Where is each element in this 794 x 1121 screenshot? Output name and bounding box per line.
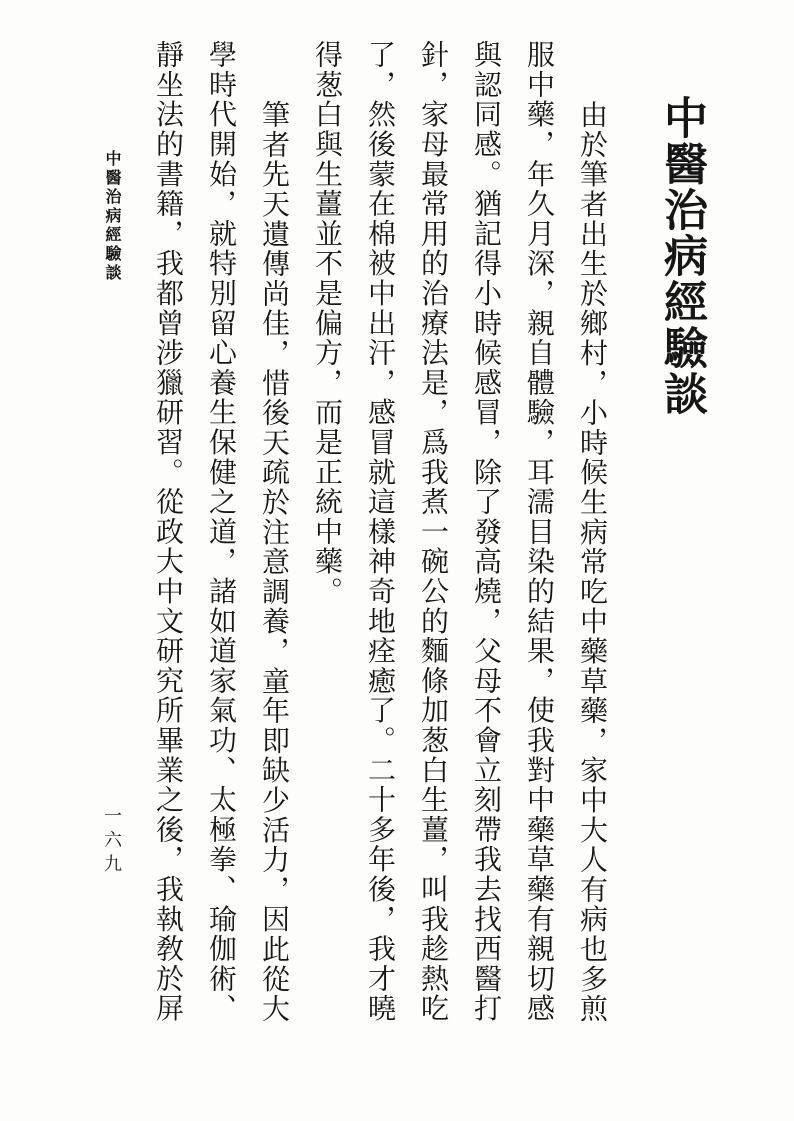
text-column: 了，然後蒙在棉被中出汗，感冒就這樣神奇地痊癒了。二十多年後，我才曉 — [364, 40, 395, 1024]
text-column: 由於筆者出生於鄉村，小時候生病常吃中藥草藥，家中大人有病也多煎 — [576, 100, 607, 1024]
page-number: 一六九 — [102, 806, 122, 878]
text-column: 得葱白與生薑並不是偏方，而是正統中藥。 — [311, 40, 342, 607]
text-column: 服中藥，年久月深，親自體驗，耳濡目染的結果，使我對中藥草藥有親切感 — [523, 40, 554, 1024]
text-column: 靜坐法的書籍，我都曾涉獵研習。從政大中文研究所畢業之後，我執敎於屏 — [152, 40, 183, 1024]
body-text — [141, 40, 618, 1085]
running-head: 中醫治病經驗談 — [103, 150, 120, 283]
page-title: 中醫治病經驗談 — [657, 95, 706, 417]
text-column: 針，家母最常用的治療法是，爲我煮一碗公的麵條加葱白生薑，叫我趁熱吃 — [417, 40, 448, 1024]
text-column: 學時代開始，就特別留心養生保健之道，諸如道家氣功、太極拳、瑜伽術、 — [205, 40, 236, 1024]
text-column: 筆者先天遺傳尚佳，惜後天疏於注意調養，童年即缺少活力，因此從大 — [258, 100, 289, 1024]
text-column: 與認同感。猶記得小時候感冒，除了發高燒，父母不會立刻帶我去找西醫打 — [470, 40, 501, 1024]
